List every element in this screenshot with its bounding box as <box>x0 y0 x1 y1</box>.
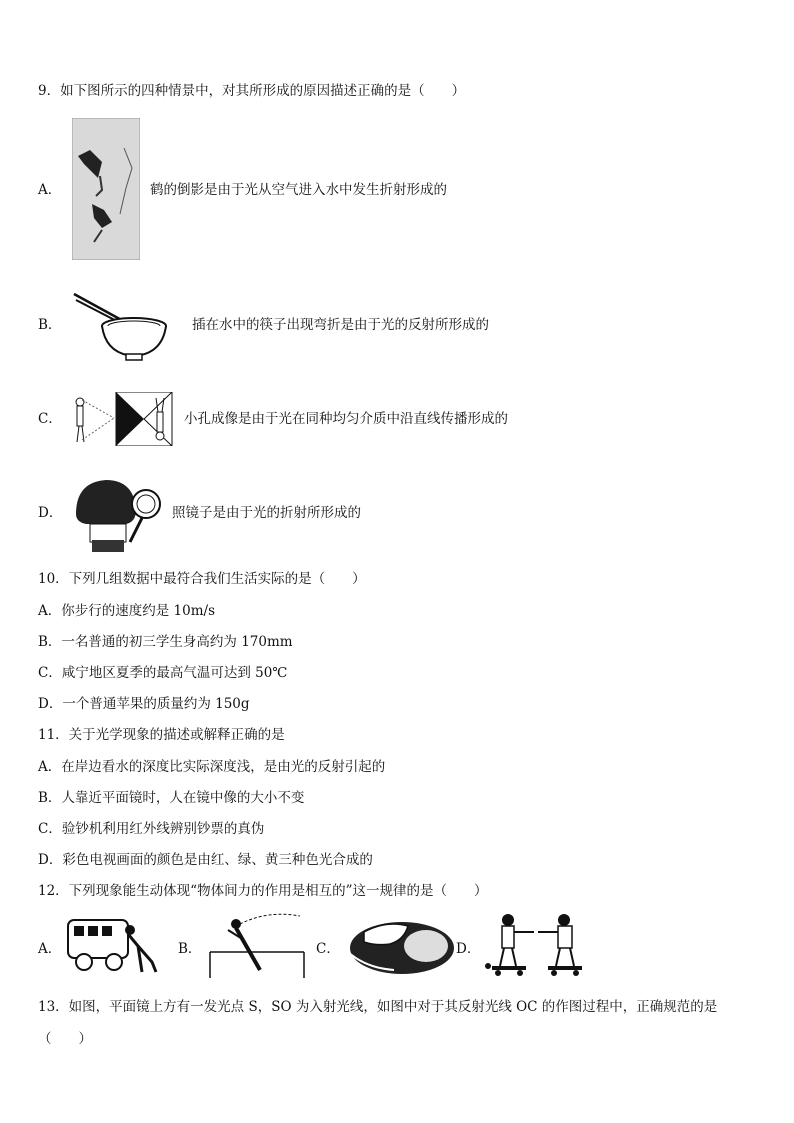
option-text: 插在水中的筷子出现弯折是由于光的反射所形成的 <box>192 317 489 333</box>
option: B．一名普通的初三学生身高约为 170mm <box>38 634 293 650</box>
question-11-stem: 11．关于光学现象的描述或解释正确的是 <box>38 727 285 743</box>
question-10-stem: 10．下列几组数据中最符合我们生活实际的是（ ） <box>38 571 366 587</box>
option-label: C． <box>38 411 62 427</box>
question-13-stem: 13．如图，平面镜上方有一发光点 S，SO 为入射光线，如图中对于其反射光线 OC 的作图过程中，正确规范的是 <box>38 999 718 1015</box>
option-label: B． <box>38 317 62 333</box>
pushing-car-icon <box>66 914 158 976</box>
option-text: 照镜子是由于光的折射所形成的 <box>172 505 361 521</box>
question-13-stem-tail: （ ） <box>38 1031 92 1047</box>
skateboard-push-icon <box>484 910 594 978</box>
option-label: B． <box>178 941 202 957</box>
option-label: A． <box>38 182 62 198</box>
option: C．验钞机利用红外线辨别钞票的真伪 <box>38 821 265 837</box>
option-text: 小孔成像是由于光在同种均匀介质中沿直线传播形成的 <box>184 411 508 427</box>
option-label: D． <box>38 505 63 521</box>
diver-icon <box>206 912 306 978</box>
option-label: D． <box>456 941 481 957</box>
chopsticks-bowl-icon <box>72 292 168 364</box>
egg-hand-icon <box>346 916 456 976</box>
option: C．咸宁地区夏季的最高气温可达到 50℃ <box>38 665 288 681</box>
question-9-stem: 9．如下图所示的四种情景中，对其所形成的原因描述正确的是（ ） <box>38 83 466 99</box>
option: D．一个普通苹果的质量约为 150g <box>38 696 250 712</box>
option-label: A． <box>38 941 62 957</box>
crane-reflection-icon <box>72 118 140 260</box>
option: A．在岸边看水的深度比实际深度浅，是由光的反射引起的 <box>38 759 386 775</box>
option-text: 鹤的倒影是由于光从空气进入水中发生折射形成的 <box>150 182 447 198</box>
mirror-boy-icon <box>72 476 164 554</box>
option-label: C． <box>316 941 340 957</box>
option: D．彩色电视画面的颜色是由红、绿、黄三种色光合成的 <box>38 852 373 868</box>
option: B．人靠近平面镜时，人在镜中像的大小不变 <box>38 790 305 806</box>
pinhole-camera-icon <box>72 392 182 446</box>
question-12-stem: 12．下列现象能生动体现“物体间力的作用是相互的”这一规律的是（ ） <box>38 883 488 899</box>
option: A．你步行的速度约是 10m/s <box>38 603 215 619</box>
